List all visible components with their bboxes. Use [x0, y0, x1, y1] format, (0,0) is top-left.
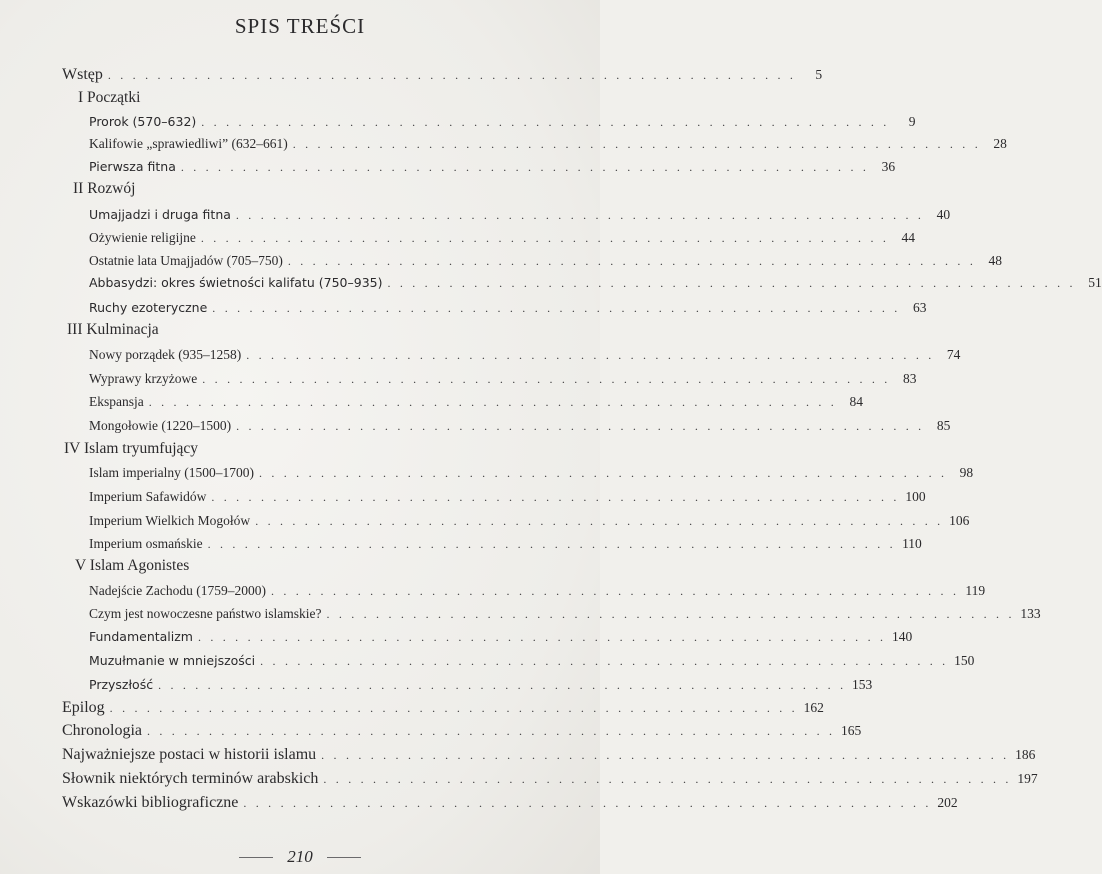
toc-entry-label: Epilog	[62, 699, 105, 716]
dot-leader: . . . . . . . . . . . . . . . . . . . . . . . . . . . . . . . . . . . . . . . . . . . . . . . . . . . . . . . .	[107, 68, 797, 82]
toc-part-label: II Rozwój	[73, 180, 136, 197]
toc-part-label: IV Islam tryumfujący	[64, 440, 199, 457]
toc-entry-label: Chronologia	[62, 722, 142, 739]
toc-entry-label: Kalifowie „sprawiedliwi” (632–661)	[89, 136, 288, 151]
toc-part-heading	[75, 555, 542, 577]
dot-leader: . . . . . . . . . . . . . . . . . . . . . . . . . . . . . . . . . . . . . . . . . . . . . . . . . . . . . . . .	[323, 772, 1012, 786]
toc-entry-page: 51	[1088, 275, 1102, 290]
toc-entry-label: Mongołowie (1220–1500)	[89, 418, 232, 433]
dot-leader: . . . . . . . . . . . . . . . . . . . . . . . . . . . . . . . . . . . . . . . . . . . . . . . . . . . . . . . .	[260, 654, 949, 668]
dot-leader: . . . . . . . . . . . . . . . . . . . . . . . . . . . . . . . . . . . . . . . . . . . . . . . . . . . . . . . .	[202, 372, 891, 386]
toc-entry-page: 44	[901, 230, 916, 245]
toc-entry-label: Wskazówki bibliograficzne	[62, 794, 239, 811]
dot-leader: . . . . . . . . . . . . . . . . . . . . . . . . . . . . . . . . . . . . . . . . . . . . . . . . . . . . . . . .	[246, 348, 935, 362]
toc-entry-label: Islam imperialny (1500–1700)	[89, 465, 254, 480]
toc-entry-label: Fundamentalizm	[89, 629, 193, 644]
toc-entry	[89, 272, 1102, 294]
dot-leader: . . . . . . . . . . . . . . . . . . . . . . . . . . . . . . . . . . . . . . . . . . . . . . . . . . . . . . . .	[197, 630, 887, 644]
dot-leader: . . . . . . . . . . . . . . . . . . . . . . . . . . . . . . . . . . . . . . . . . . . . . . . . . . . . . . . .	[292, 137, 981, 151]
toc-entry	[89, 533, 922, 555]
toc-entry	[62, 744, 1036, 766]
toc-entry-page: 133	[1020, 606, 1041, 621]
toc-entry-page: 98	[959, 465, 974, 480]
dot-leader: . . . . . . . . . . . . . . . . . . . . . . . . . . . . . . . . . . . . . . . . . . . . . . . . . . . . . . . .	[148, 395, 837, 409]
toc-entry-label: Ekspansja	[89, 394, 144, 409]
toc-entry	[89, 297, 927, 319]
footer-rule-right	[327, 857, 361, 858]
toc-entry-label: Prorok (570–632)	[89, 114, 197, 129]
toc-part-heading	[67, 319, 542, 341]
toc-entry-label: Ożywienie religijne	[89, 230, 196, 245]
toc-entry-label: Nowy porządek (935–1258)	[89, 347, 242, 362]
dot-leader: . . . . . . . . . . . . . . . . . . . . . . . . . . . . . . . . . . . . . . . . . . . . . . . . . . . . . . . .	[212, 301, 901, 315]
toc-entry-page: 106	[949, 513, 970, 528]
toc-entry-label: Wyprawy krzyżowe	[89, 371, 198, 386]
toc-entry-label: Imperium osmańskie	[89, 536, 203, 551]
toc-entry-page: 100	[905, 489, 926, 504]
toc-entry	[89, 603, 1041, 625]
toc-entry-label: Ruchy ezoteryczne	[89, 300, 208, 315]
dot-leader: . . . . . . . . . . . . . . . . . . . . . . . . . . . . . . . . . . . . . . . . . . . . . . . . . . . . . . . .	[270, 584, 960, 598]
toc-entry-page: 28	[993, 136, 1007, 151]
toc-entry-label: Ostatnie lata Umajjadów (705–750)	[89, 253, 283, 268]
toc-entry-page: 186	[1015, 747, 1036, 762]
toc-entry-label: Imperium Wielkich Mogołów	[89, 513, 251, 528]
toc-entry-page: 140	[891, 629, 913, 644]
page-title: SPIS TREŚCI	[234, 14, 366, 38]
toc-entry-page: 40	[936, 207, 951, 222]
footer-rule-left	[239, 857, 273, 858]
toc-entry-page: 165	[840, 723, 862, 738]
dot-leader: . . . . . . . . . . . . . . . . . . . . . . . . . . . . . . . . . . . . . . . . . . . . . . . . . . . . . . . .	[387, 276, 1076, 290]
toc-entry-page: 36	[881, 159, 896, 174]
dot-leader: . . . . . . . . . . . . . . . . . . . . . . . . . . . . . . . . . . . . . . . . . . . . . . . . . . . . . . . .	[243, 796, 932, 810]
dot-leader: . . . . . . . . . . . . . . . . . . . . . . . . . . . . . . . . . . . . . . . . . . . . . . . . . . . . . . . .	[287, 254, 977, 268]
toc-part-heading	[64, 438, 542, 460]
dot-leader: . . . . . . . . . . . . . . . . . . . . . . . . . . . . . . . . . . . . . . . . . . . . . . . . . . . . . . . .	[207, 537, 896, 551]
page-number: 210	[287, 847, 313, 866]
toc-entry-label: Umajjadzi i druga fitna	[89, 207, 231, 222]
dot-leader: . . . . . . . . . . . . . . . . . . . . . . . . . . . . . . . . . . . . . . . . . . . . . . . . . . . . . . . .	[147, 724, 836, 738]
toc-entry-page: 110	[902, 536, 922, 551]
toc-entry-page: 197	[1017, 771, 1038, 786]
toc-entry-page: 162	[803, 700, 824, 715]
dot-leader: . . . . . . . . . . . . . . . . . . . . . . . . . . . . . . . . . . . . . . . . . . . . . . . . . . . . . . . .	[158, 678, 847, 692]
toc-entry	[89, 368, 917, 390]
dot-leader: . . . . . . . . . . . . . . . . . . . . . . . . . . . . . . . . . . . . . . . . . . . . . . . . . . . . . . . .	[109, 701, 798, 715]
dot-leader: . . . . . . . . . . . . . . . . . . . . . . . . . . . . . . . . . . . . . . . . . . . . . . . . . . . . . . . .	[211, 490, 900, 504]
toc-entry-page: 84	[849, 394, 863, 409]
toc-entry-label: Czym jest nowoczesne państwo islamskie?	[89, 606, 322, 621]
dot-leader: . . . . . . . . . . . . . . . . . . . . . . . . . . . . . . . . . . . . . . . . . . . . . . . . . . . . . . . .	[235, 208, 925, 222]
toc-entry	[89, 204, 951, 226]
toc-part-heading	[78, 87, 542, 109]
toc-entry	[62, 768, 1038, 790]
toc-entry	[89, 415, 951, 437]
toc-entry-label: Pierwsza fitna	[89, 159, 176, 174]
toc-entry	[89, 156, 896, 178]
toc-entry-label: Imperium Safawidów	[89, 489, 207, 504]
toc-entry-label: Muzułmanie w mniejszości	[89, 653, 256, 668]
toc-entry	[62, 720, 862, 742]
toc-entry-label: Słownik niektórych terminów arabskich	[62, 770, 319, 787]
toc-entry-page: 74	[946, 347, 961, 362]
toc-entry-page: 5	[815, 67, 823, 82]
toc-entry	[89, 674, 873, 696]
toc-entry	[89, 391, 863, 413]
dot-leader: . . . . . . . . . . . . . . . . . . . . . . . . . . . . . . . . . . . . . . . . . . . . . . . . . . . . . . . .	[180, 160, 870, 174]
toc-entry-page: 119	[965, 583, 986, 598]
dot-leader: . . . . . . . . . . . . . . . . . . . . . . . . . . . . . . . . . . . . . . . . . . . . . . . . . . . . . . . .	[255, 514, 944, 528]
page-footer	[0, 846, 600, 868]
dot-leader: . . . . . . . . . . . . . . . . . . . . . . . . . . . . . . . . . . . . . . . . . . . . . . . . . . . . . . . .	[326, 607, 1015, 621]
toc-entry-page: 202	[937, 795, 958, 810]
toc-entry	[62, 697, 824, 719]
toc-entry	[89, 133, 1007, 155]
toc-entry	[89, 510, 970, 532]
toc-part-label: I Początki	[78, 89, 141, 106]
toc-entry-page: 153	[852, 677, 873, 692]
toc-entry	[89, 344, 961, 366]
toc-entry-page: 150	[954, 653, 975, 668]
toc-entry	[89, 111, 916, 133]
dot-leader: . . . . . . . . . . . . . . . . . . . . . . . . . . . . . . . . . . . . . . . . . . . . . . . . . . . . . . . .	[236, 419, 925, 433]
toc-entry-label: Najważniejsze postaci w historii islamu	[62, 746, 317, 763]
toc-entry-label: Przyszłość	[89, 677, 154, 692]
toc-entry	[62, 792, 958, 814]
toc-entry-page: 85	[936, 418, 951, 433]
toc-entry-page: 9	[908, 114, 916, 129]
toc-entry-label: Nadejście Zachodu (1759–2000)	[89, 583, 266, 598]
toc-entry	[89, 626, 913, 648]
toc-part-label: V Islam Agonistes	[75, 557, 190, 574]
toc-entry	[89, 227, 916, 249]
toc-entry	[89, 250, 1003, 272]
toc-entry	[62, 64, 823, 86]
dot-leader: . . . . . . . . . . . . . . . . . . . . . . . . . . . . . . . . . . . . . . . . . . . . . . . . . . . . . . . .	[321, 748, 1010, 762]
toc-part-heading	[73, 178, 542, 200]
toc-part-label: III Kulminacja	[67, 321, 159, 338]
dot-leader: . . . . . . . . . . . . . . . . . . . . . . . . . . . . . . . . . . . . . . . . . . . . . . . . . . . . . . . .	[258, 466, 948, 480]
toc-entry	[89, 462, 974, 484]
toc-entry-label: Wstęp	[62, 66, 103, 83]
toc-entry-page: 63	[913, 300, 927, 315]
toc-entry	[89, 650, 975, 672]
toc-entry-page: 83	[902, 371, 917, 386]
dot-leader: . . . . . . . . . . . . . . . . . . . . . . . . . . . . . . . . . . . . . . . . . . . . . . . . . . . . . . . .	[201, 115, 890, 129]
dot-leader: . . . . . . . . . . . . . . . . . . . . . . . . . . . . . . . . . . . . . . . . . . . . . . . . . . . . . . . .	[200, 231, 890, 245]
toc-entry	[89, 580, 986, 602]
toc-entry	[89, 486, 926, 508]
toc-entry-page: 48	[988, 253, 1003, 268]
toc-entry-label: Abbasydzi: okres świetności kalifatu (750–935)	[89, 275, 383, 290]
